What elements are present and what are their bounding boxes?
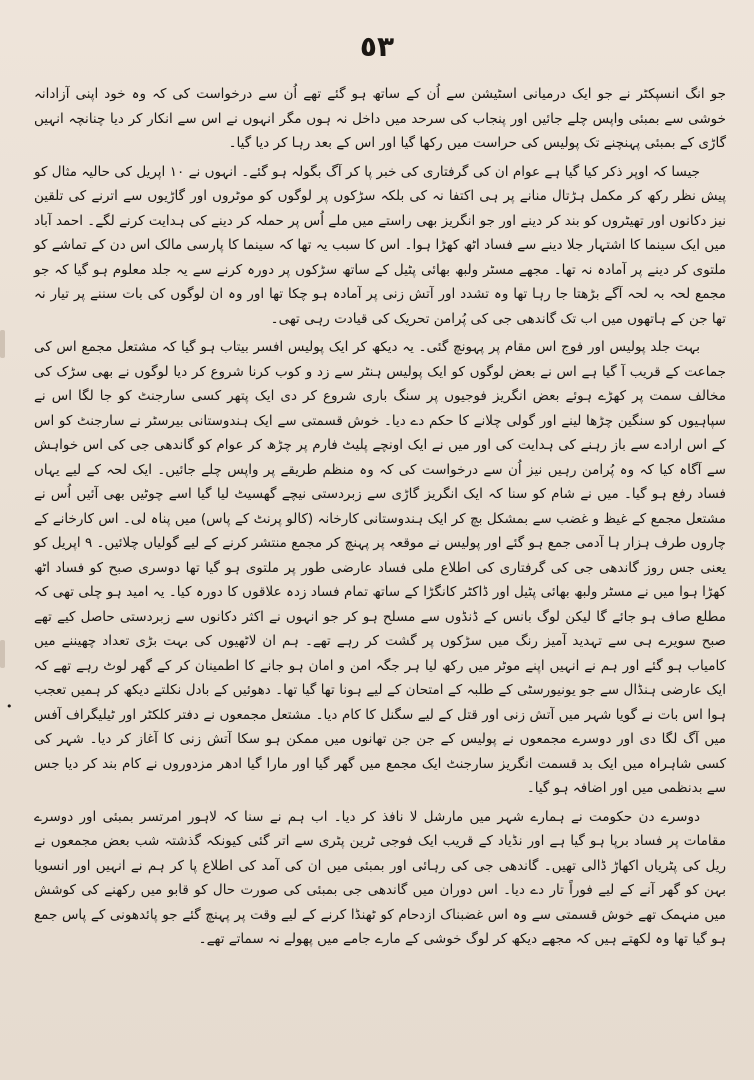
page-edge-mark <box>0 640 5 668</box>
paragraph: جیسا کہ اوپر ذکر کیا گیا ہے عوام ان کی گرفتاری کی خبر پا کر آگ بگولہ ہو گئے۔ انہوں نے ۱۰ اپریل کی حالیہ مثال کو پیش نظر رکھ کر مکمل ہڑتال منانے پر ہی اکتفا نہ کی بلکہ سڑکوں پر لوگوں کو موٹروں اور گاڑیوں سے اترنے کی تلقین نیز دکانوں اور تھیٹروں کو بند کر دینے اور جو انگریز بھی راستے میں ملے اُس پر حملہ کر دینے کی ہدایت کرنے لگے۔ احمد آباد میں ایک سینما کا اشتہار جلا دینے سے فساد اٹھ کھڑا ہوا۔ اس کا سبب یہ تھا کہ سینما کا پارسی مالک اس دن کے تماشے کو ملتوی کر دینے پر آمادہ نہ تھا۔ مجھے مسٹر ولبھ بھائی پٹیل کے ساتھ سڑکوں پر دورہ کرنے سے یہ جلد معلوم ہو گیا کہ جو مجمع لحہ بہ لحہ آگے بڑھتا جا رہا تھا وہ تشدد اور آتش زنی پر آمادہ ہو چکا تھا اور وہ ان لوگوں کی بات سننے پر تیار نہ تھا جن کے ہاتھوں میں اب تک گاندھی جی کی پُرامن تحریک کی قیادت رہی تھی۔ <box>34 163 726 327</box>
margin-mark: • <box>6 700 13 713</box>
paragraph: بہت جلد پولیس اور فوج اس مقام پر پہونچ گئی۔ یہ دیکھ کر ایک پولیس افسر بیتاب ہو گیا کہ مشتعل مجمع اس کی جماعت کے قریب آ گیا ہے اس نے بعض لوگوں کو ایک پولیس ہنٹر سے زد و کوب کرنا شروع کر دیا لوگوں نے بھی سڑک کی مخالف سمت پر کھڑے ہوئے بعض انگریز فوجیوں پر سنگ باری شروع کر دی ایک پتھر کسی سارجنٹ کو جا لگا اس نے سپاہیوں کو سنگین چڑھا لینے اور گولی چلانے کا حکم دے دیا۔ خوش قسمتی سے ایک ہندوستانی بیرسٹر نے سارجنٹ کو اس کے اس ارادے سے باز رہنے کی ہدایت کی اور میں نے ایک اونچے پلیٹ فارم پر چڑھ کر عوام کو گاندھی جی کی اس خواہش سے آگاہ کیا کہ وہ پُرامن رہیں نیز اُن سے درخواست کی کہ وہ منظم طریقے پر واپس چلے جائیں۔ ایک لحہ کے لیے یہاں فساد رفع ہو گیا۔ میں نے شام کو سنا کہ ایک انگریز گاڑی سے زبردستی نیچے گھسیٹ لیا گیا اسے چوٹیں بھی آئیں اُس نے مشتعل مجمع کے غیظ و غضب سے بمشکل بچ کر ایک ہندوستانی کارخانہ (کالو پرنٹ کے پاس) میں پناہ لی۔ اس کارخانے کے چاروں طرف ہزار ہا آدمی جمع ہو گئے اور پولیس نے موقعہ پر پہنچ کر مجمع منتشر کرنے کے لیے گولیاں چلائیں۔ ۹ اپریل کو یعنی جس روز گاندھی جی کی گرفتاری کی اطلاع ملی فساد عارضی طور پر ملتوی ہو گیا تھا دوسری صبح کو فساد اٹھ کھڑا ہوا میں نے مسٹر ولبھ بھائی پٹیل اور ڈاکٹر کانگڑا کے ساتھ تمام فساد زدہ علاقوں کا دورہ کیا۔ یہ امید ہو چلی تھی کہ مطلع صاف ہو جائے گا لیکن لوگ بانس کے ڈنڈوں سے مسلح ہو کر جو انہوں نے اکثر دکانوں سے زبردستی حاصل کیے تھے صبح سویرے ہی سے تہدید آمیز رنگ میں سڑکوں پر گشت کر رہے تھے۔ ہم ان لاٹھیوں کی بہت بڑی تعداد چھیننے میں کامیاب ہو گئے اور ہم نے انہیں اپنے موٹر میں رکھ لیا ہر جگہ امن و امان ہو جانے کا اطمینان کر کے گھر لوٹ رہے تھے کہ ایک عارضی ہنڈال سے جو یونیورسٹی کے طلبہ کے امتحان کے لیے ہونا تھا گیا تھا۔ دھوئیں کے بادل نکلتے دیکھ کر ہمیں تعجب ہوا اس بات نے گویا شہر میں آتش زنی اور قتل کے لیے سگنل کا کام دیا۔ مشتعل مجمعوں نے دفتر کلکٹر اور ٹیلیگراف آفس میں آگ لگا دی اور دوسرے مجمعوں نے پولیس کے جن جن تھانوں میں ممکن ہو سکا آتش زنی کا آغاز کر دیا۔ شہر کی کسی شاہراہ میں ایک بد قسمت انگریز سارجنٹ ایک مجمع میں گھر گیا اور مارا گیا ادھر مزدوروں نے کام بند کر دیا جس سے بدنظمی میں اور اضافہ ہو گیا۔ <box>34 339 727 796</box>
body-text <box>34 82 726 956</box>
page-edge-mark <box>0 330 5 358</box>
page-number: ٥٣ <box>359 30 395 63</box>
paragraph: جو انگ انسپکٹر نے جو ایک درمیانی اسٹیشن سے اُن کے ساتھ ہو گئے تھے اُن سے درخواست کی کہ وہ خود اپنی آزادانہ خوشی سے بمبئی واپس چلے جائیں اور پنجاب کی سرحد میں داخل نہ ہوں مگر انہوں نے اس سے انکار کر دیا چنانچہ انہیں گاڑی کے بمبئی پہنچنے تک پولیس کی حراست میں رکھا گیا اور اس کے بعد رہا کر دیا گیا۔ <box>34 86 726 151</box>
paragraph: دوسرے دن حکومت نے ہمارے شہر میں مارشل لا نافذ کر دیا۔ اب ہم نے سنا کہ لاہور امرتسر بمبئی اور دوسرے مقامات پر فساد برپا ہو گیا ہے اور نڈیاد کے قریب ایک فوجی ٹرین پٹری سے اتر گئی کیونکہ گذشتہ شب بعض مجمعوں نے ریل کی پٹریاں اکھاڑ ڈالی تھیں۔ گاندھی جی کی رہائی اور بمبئی میں ان کی آمد کی اطلاع پا کر ہم نے انہیں اور انسویا بہن کو گھر آنے کے لیے فوراً تار دے دیا۔ اس دوران میں گاندھی جی بمبئی کی صورت حال کو قابو میں رکھنے کی کوشش میں منہمک تھے خوش قسمتی سے وہ اس غضبناک ازدحام کو ٹھنڈا کرنے کے لیے وقت پر پہنچ گئے جو پائدھونی کے پاس جمع ہو گیا تھا وہ لکھتے ہیں کہ مجھے دیکھ کر لوگ خوشی کے مارے جامے میں پھولے نہ سماتے تھے۔ <box>34 808 726 947</box>
